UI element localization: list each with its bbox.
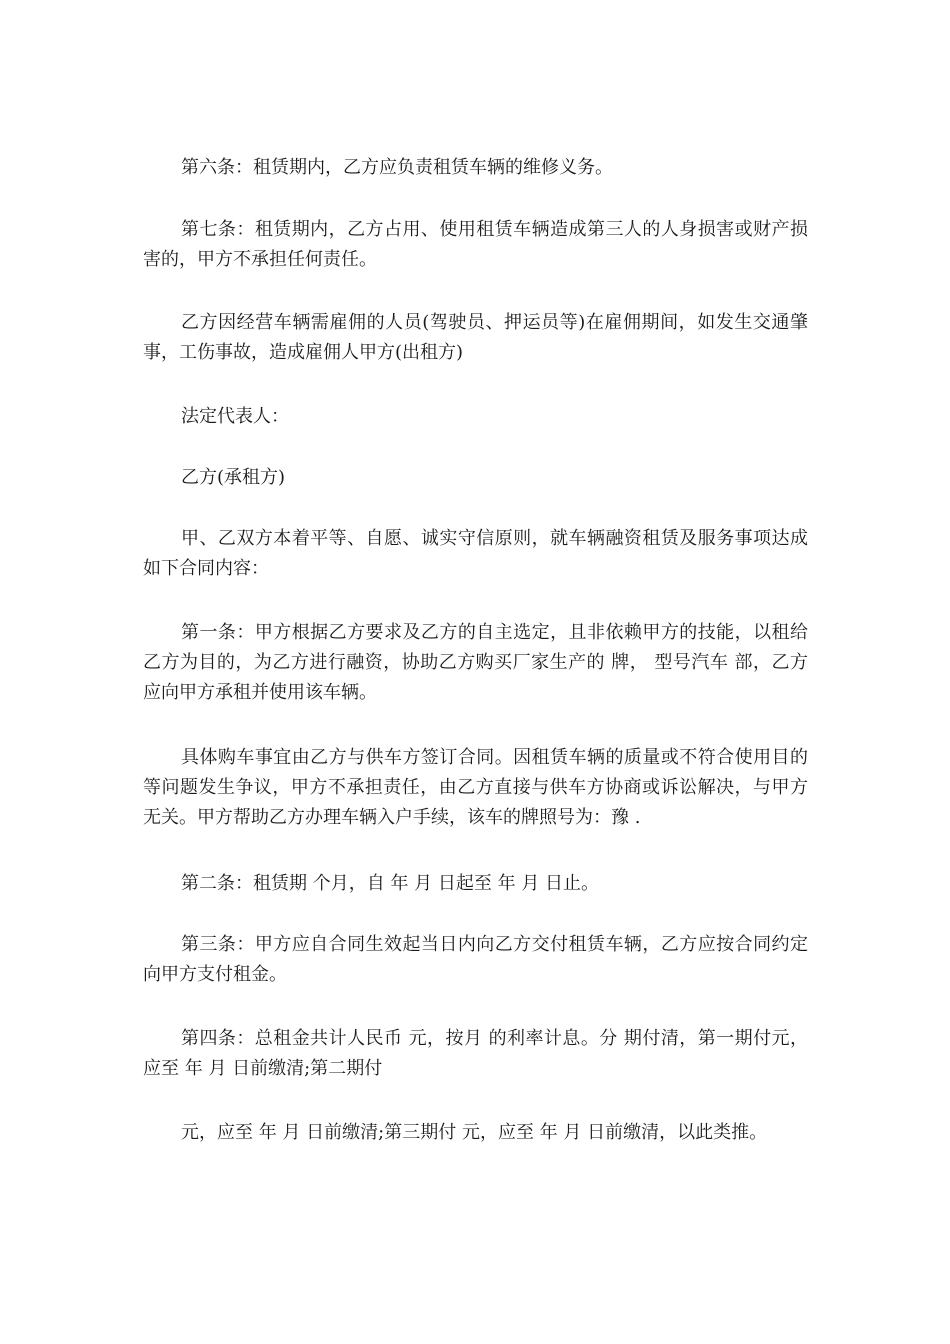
paragraph-employee-liability: 乙方因经营车辆需雇佣的人员(驾驶员、押运员等)在雇佣期间，如发生交通肇事，工伤事故，造成雇佣人甲方(出租方) <box>143 312 808 363</box>
paragraph-article-4: 第四条：总租金共计人民币 元，按月 的利率计息。分 期付清，第一期付元，应至 年 月 日前缴清;第二期付 <box>143 1028 808 1079</box>
paragraph-article-1: 第一条：甲方根据乙方要求及乙方的自主选定，且非依赖甲方的技能，以租给乙方为目的，为乙方进行融资，协助乙方购买厂家生产的 牌， 型号汽车 部，乙方应向甲方承租并使用该车辆。 <box>143 622 808 703</box>
paragraph-article-7: 第七条：租赁期内，乙方占用、使用租赁车辆造成第三人的人身损害或财产损害的，甲方不承担任何责任。 <box>143 219 808 270</box>
paragraph-purchase-details: 具体购车事宜由乙方与供车方签订合同。因租赁车辆的质量或不符合使用目的等问题发生争议，甲方不承担责任，由乙方直接与供车方协商或诉讼解决，与甲方无关。甲方帮助乙方办理车辆入户手续，该车的牌照号为：豫 . <box>143 747 808 828</box>
paragraph-article-2: 第二条：租赁期 个月，自 年 月 日起至 年 月 日止。 <box>181 873 600 894</box>
paragraph-party-b: 乙方(承租方) <box>181 467 286 488</box>
paragraph-preamble: 甲、乙双方本着平等、自愿、诚实守信原则，就车辆融资租赁及服务事项达成如下合同内容： <box>143 528 808 579</box>
paragraph-article-3: 第三条：甲方应自合同生效起当日内向乙方交付租赁车辆，乙方应按合同约定向甲方支付租金。 <box>143 934 808 985</box>
paragraph-legal-representative: 法定代表人： <box>181 406 289 427</box>
paragraph-article-6: 第六条：租赁期内，乙方应负责租赁车辆的维修义务。 <box>181 157 613 178</box>
paragraph-payment-schedule: 元，应至 年 月 日前缴清;第三期付 元，应至 年 月 日前缴清，以此类推。 <box>181 1122 768 1143</box>
